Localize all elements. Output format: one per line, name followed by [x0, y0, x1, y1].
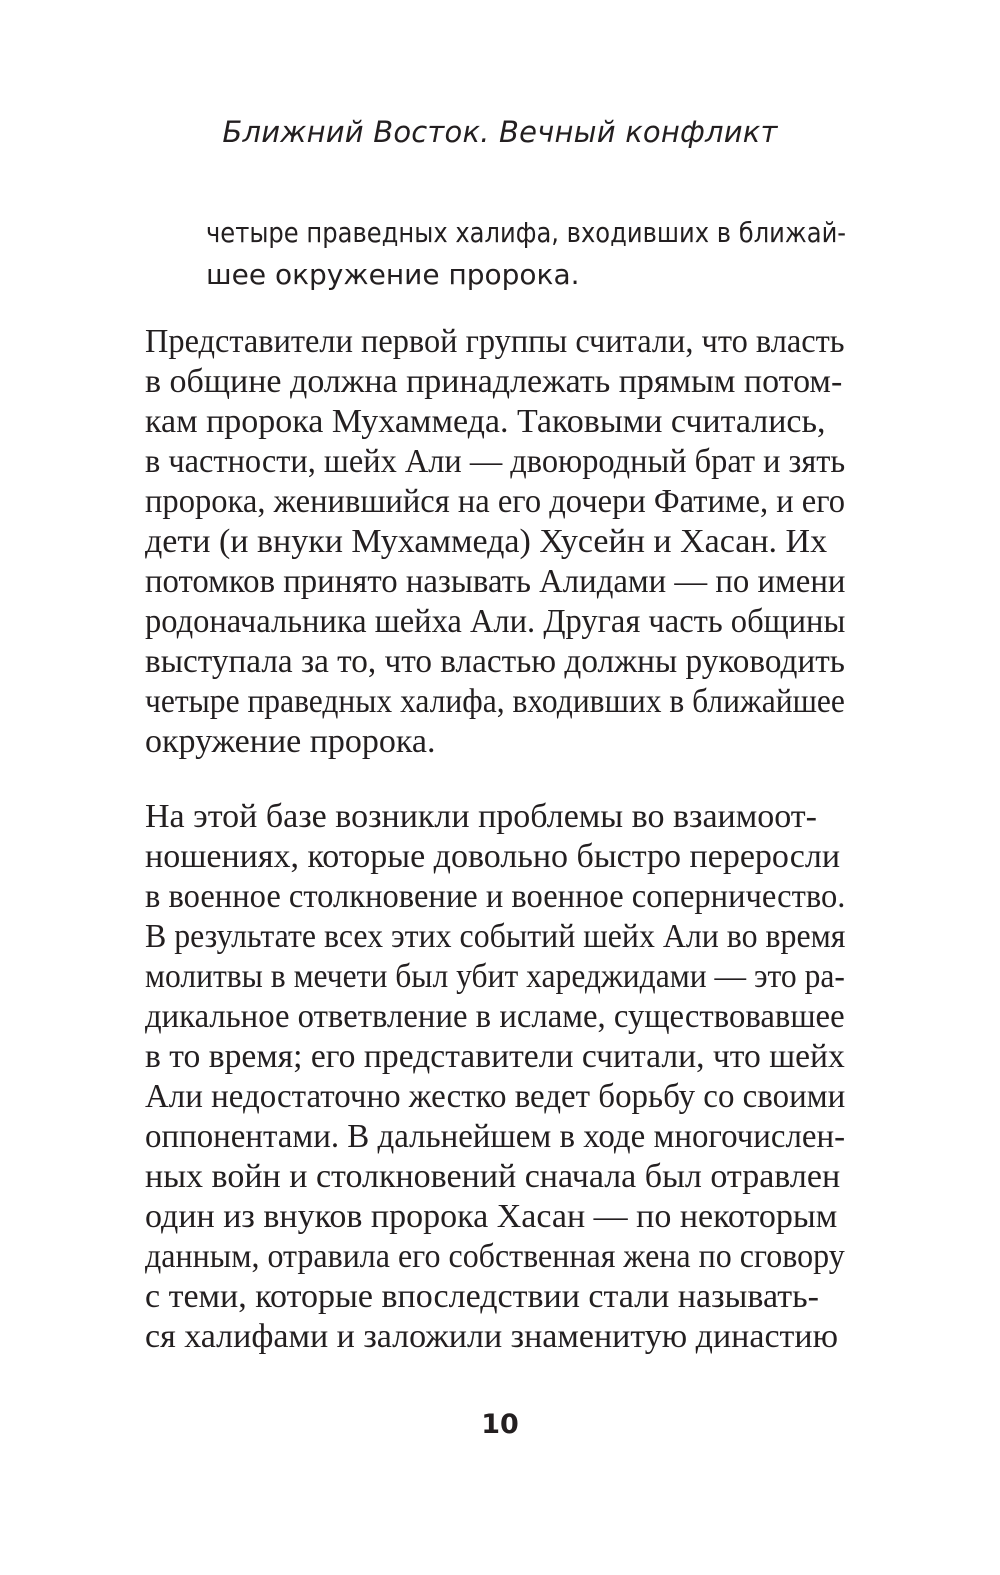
text-line: один из внуков пророка Хасан — по некоторым: [145, 1198, 838, 1235]
aside-line: четыре праведных халифа, входивших в ближай-: [206, 216, 847, 249]
text-line: дети (и внуки Мухаммеда) Хусейн и Хасан. Их: [145, 523, 828, 560]
text-line: оппонентами. В дальнейшем в ходе многочислен-: [145, 1118, 846, 1155]
paragraph-1: [145, 322, 845, 762]
text-line: дикальное ответвление в исламе, существовавшее: [145, 998, 845, 1035]
text-line: Представители первой группы считали, что власть: [145, 323, 845, 360]
running-head: Ближний Восток. Вечный конфликт: [222, 115, 778, 149]
text-line: Али недостаточно жестко ведет борьбу со своими: [145, 1078, 846, 1115]
text-line: с теми, которые впоследствии стали называть-: [145, 1278, 819, 1315]
text-line: четыре праведных халифа, входивших в ближайшее: [145, 683, 845, 720]
text-line: ношениях, которые довольно быстро переросли: [145, 838, 841, 875]
text-line: данным, отравила его собственная жена по сговору: [145, 1238, 845, 1275]
text-line: кам пророка Мухаммеда. Таковыми считались,: [145, 403, 826, 440]
text-line: в военное столкновение и военное соперничество.: [145, 878, 846, 915]
text-line: молитвы в мечети был убит хареджидами — это ра-: [145, 958, 845, 995]
paragraph-2: [145, 797, 845, 1357]
text-line: окружение пророка.: [145, 723, 436, 760]
text-line: в частности, шейх Али — двоюродный брат и зять: [145, 443, 846, 480]
text-line: В результате всех этих событий шейх Али во время: [145, 918, 846, 955]
text-line: потомков принято называть Алидами — по имени: [145, 563, 846, 600]
aside-quote: [206, 212, 846, 296]
text-line: На этой базе возникли проблемы во взаимоот-: [145, 798, 817, 835]
text-line: в общине должна принадлежать прямым потом-: [145, 363, 843, 400]
text-line: ся халифами и заложили знаменитую династию: [145, 1318, 838, 1355]
text-line: ных войн и столкновений сначала был отравлен: [145, 1158, 841, 1195]
page-number: 10: [481, 1409, 519, 1440]
text-line: родоначальника шейха Али. Другая часть общины: [145, 603, 846, 640]
text-line: пророка, женившийся на его дочери Фатиме, и его: [145, 483, 846, 520]
text-line: в то время; его представители считали, что шейх: [145, 1038, 845, 1075]
text-line: выступала за то, что властью должны руководить: [145, 643, 845, 680]
aside-line: шее окружение пророка.: [206, 258, 580, 291]
